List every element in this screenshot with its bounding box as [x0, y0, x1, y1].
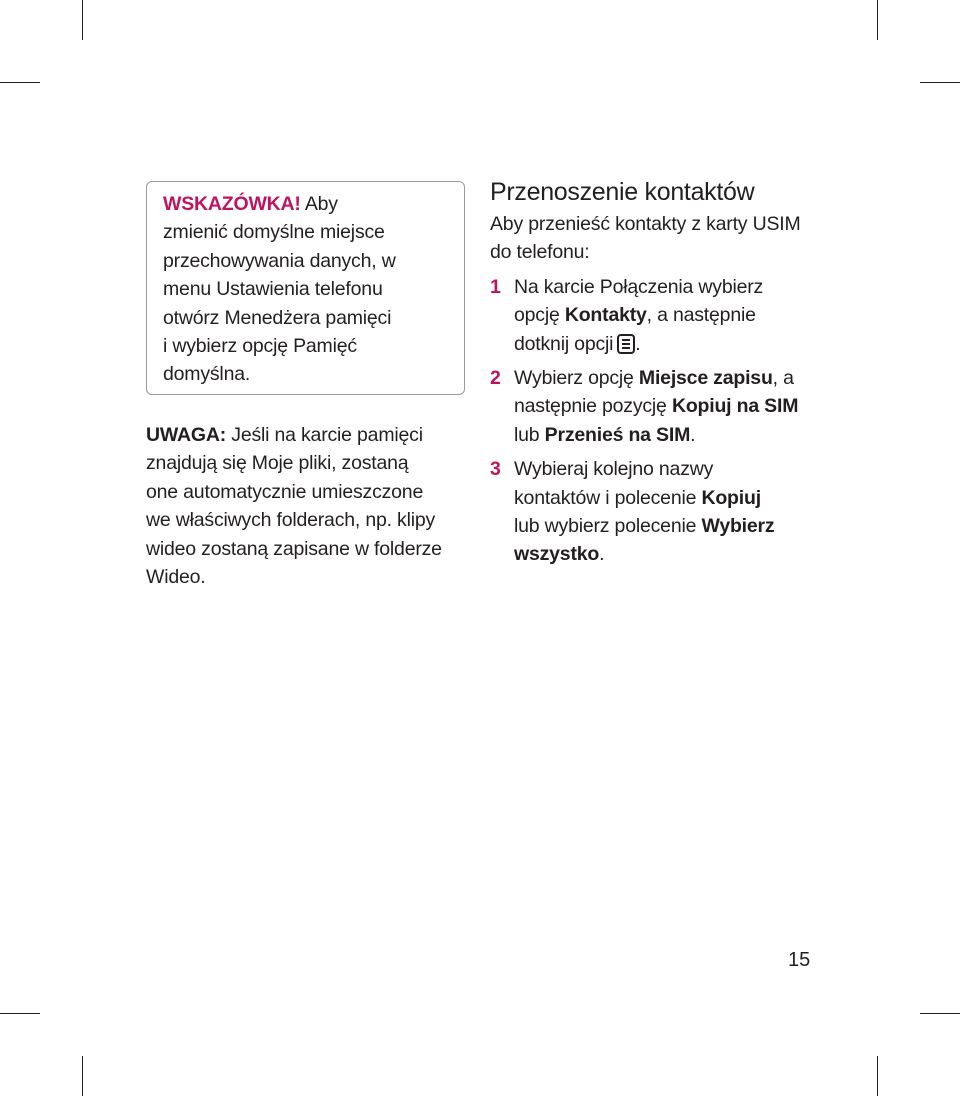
step-text-part: kontaktów i polecenie — [514, 486, 702, 509]
step-text-part: następnie pozycję — [514, 395, 672, 418]
crop-mark — [82, 1056, 83, 1096]
note-label: UWAGA: — [146, 424, 227, 446]
tip-line: otwórz Menedżera pamięci — [163, 306, 392, 329]
step-number: 1 — [490, 275, 501, 298]
option-wszystko: wszystko — [514, 543, 600, 566]
tip-line: zmienić domyślne miejsce — [163, 221, 385, 244]
option-kontakty: Kontakty — [564, 304, 647, 327]
crop-mark — [82, 0, 83, 40]
step-text-part: , a następnie — [646, 304, 756, 327]
tip-line: domyślna. — [163, 363, 251, 386]
page-number: 15 — [788, 949, 811, 971]
option-miejsce-zapisu: Miejsce zapisu — [638, 367, 773, 390]
crop-mark — [877, 1056, 878, 1096]
step-text-part: Wybierz opcję — [514, 367, 639, 390]
step-line: Na karcie Połączenia wybierz — [514, 275, 764, 298]
note-line: one automatycznie umieszczone — [146, 480, 424, 503]
tip-line: Aby — [300, 193, 338, 215]
note-line: Wideo. — [146, 566, 206, 589]
step-text — [514, 364, 820, 449]
crop-mark — [920, 82, 960, 83]
step-number: 2 — [490, 367, 501, 390]
step-text-part: . — [635, 332, 641, 355]
note-line: znajdują się Moje pliki, zostaną — [146, 452, 409, 475]
tip-box — [146, 181, 465, 395]
step-line: Wybieraj kolejno nazwy — [514, 458, 714, 481]
tip-line: przechowywania danych, w — [163, 249, 396, 272]
note-line: we właściwych folderach, np. klipy — [146, 509, 436, 532]
crop-mark — [877, 0, 878, 40]
step-text-part: dotknij opcji — [514, 332, 614, 355]
section-transfer-contacts — [490, 176, 820, 569]
option-kopiuj: Kopiuj — [701, 486, 761, 509]
step-2 — [490, 364, 820, 449]
tip-label: WSKAZÓWKA! — [163, 193, 301, 215]
tip-line: menu Ustawienia telefonu — [163, 278, 383, 301]
step-text — [514, 455, 820, 569]
menu-icon — [617, 334, 635, 354]
step-number: 3 — [490, 458, 501, 481]
step-text-part: . — [690, 423, 696, 446]
step-text-part: , a — [772, 367, 794, 390]
step-3 — [490, 455, 820, 569]
option-przenies-na-sim: Przenieś na SIM — [544, 423, 691, 446]
step-text-part: lub wybierz polecenie — [514, 515, 702, 538]
option-kopiuj-na-sim: Kopiuj na SIM — [671, 395, 799, 418]
section-intro — [490, 210, 820, 267]
note-text — [146, 421, 466, 591]
tip-line: i wybierz opcję Pamięć — [163, 335, 357, 358]
tip-text — [163, 190, 454, 389]
note-line: wideo zostaną zapisane w folderze — [146, 537, 442, 560]
intro-line: do telefonu: — [490, 241, 590, 264]
step-text-part: lub — [514, 423, 545, 446]
step-1 — [490, 273, 820, 358]
intro-line: Aby przenieść kontakty z karty USIM — [490, 213, 801, 235]
option-wybierz: Wybierz — [701, 515, 775, 538]
crop-mark — [0, 82, 40, 83]
section-heading: Przenoszenie kontaktów — [490, 178, 755, 206]
step-text — [514, 273, 820, 358]
note-line: Jeśli na karcie pamięci — [226, 424, 423, 446]
note-block — [146, 421, 466, 591]
step-text-part: opcję — [514, 304, 565, 327]
crop-mark — [0, 1013, 40, 1014]
crop-mark — [920, 1013, 960, 1014]
step-text-part: . — [599, 543, 605, 566]
